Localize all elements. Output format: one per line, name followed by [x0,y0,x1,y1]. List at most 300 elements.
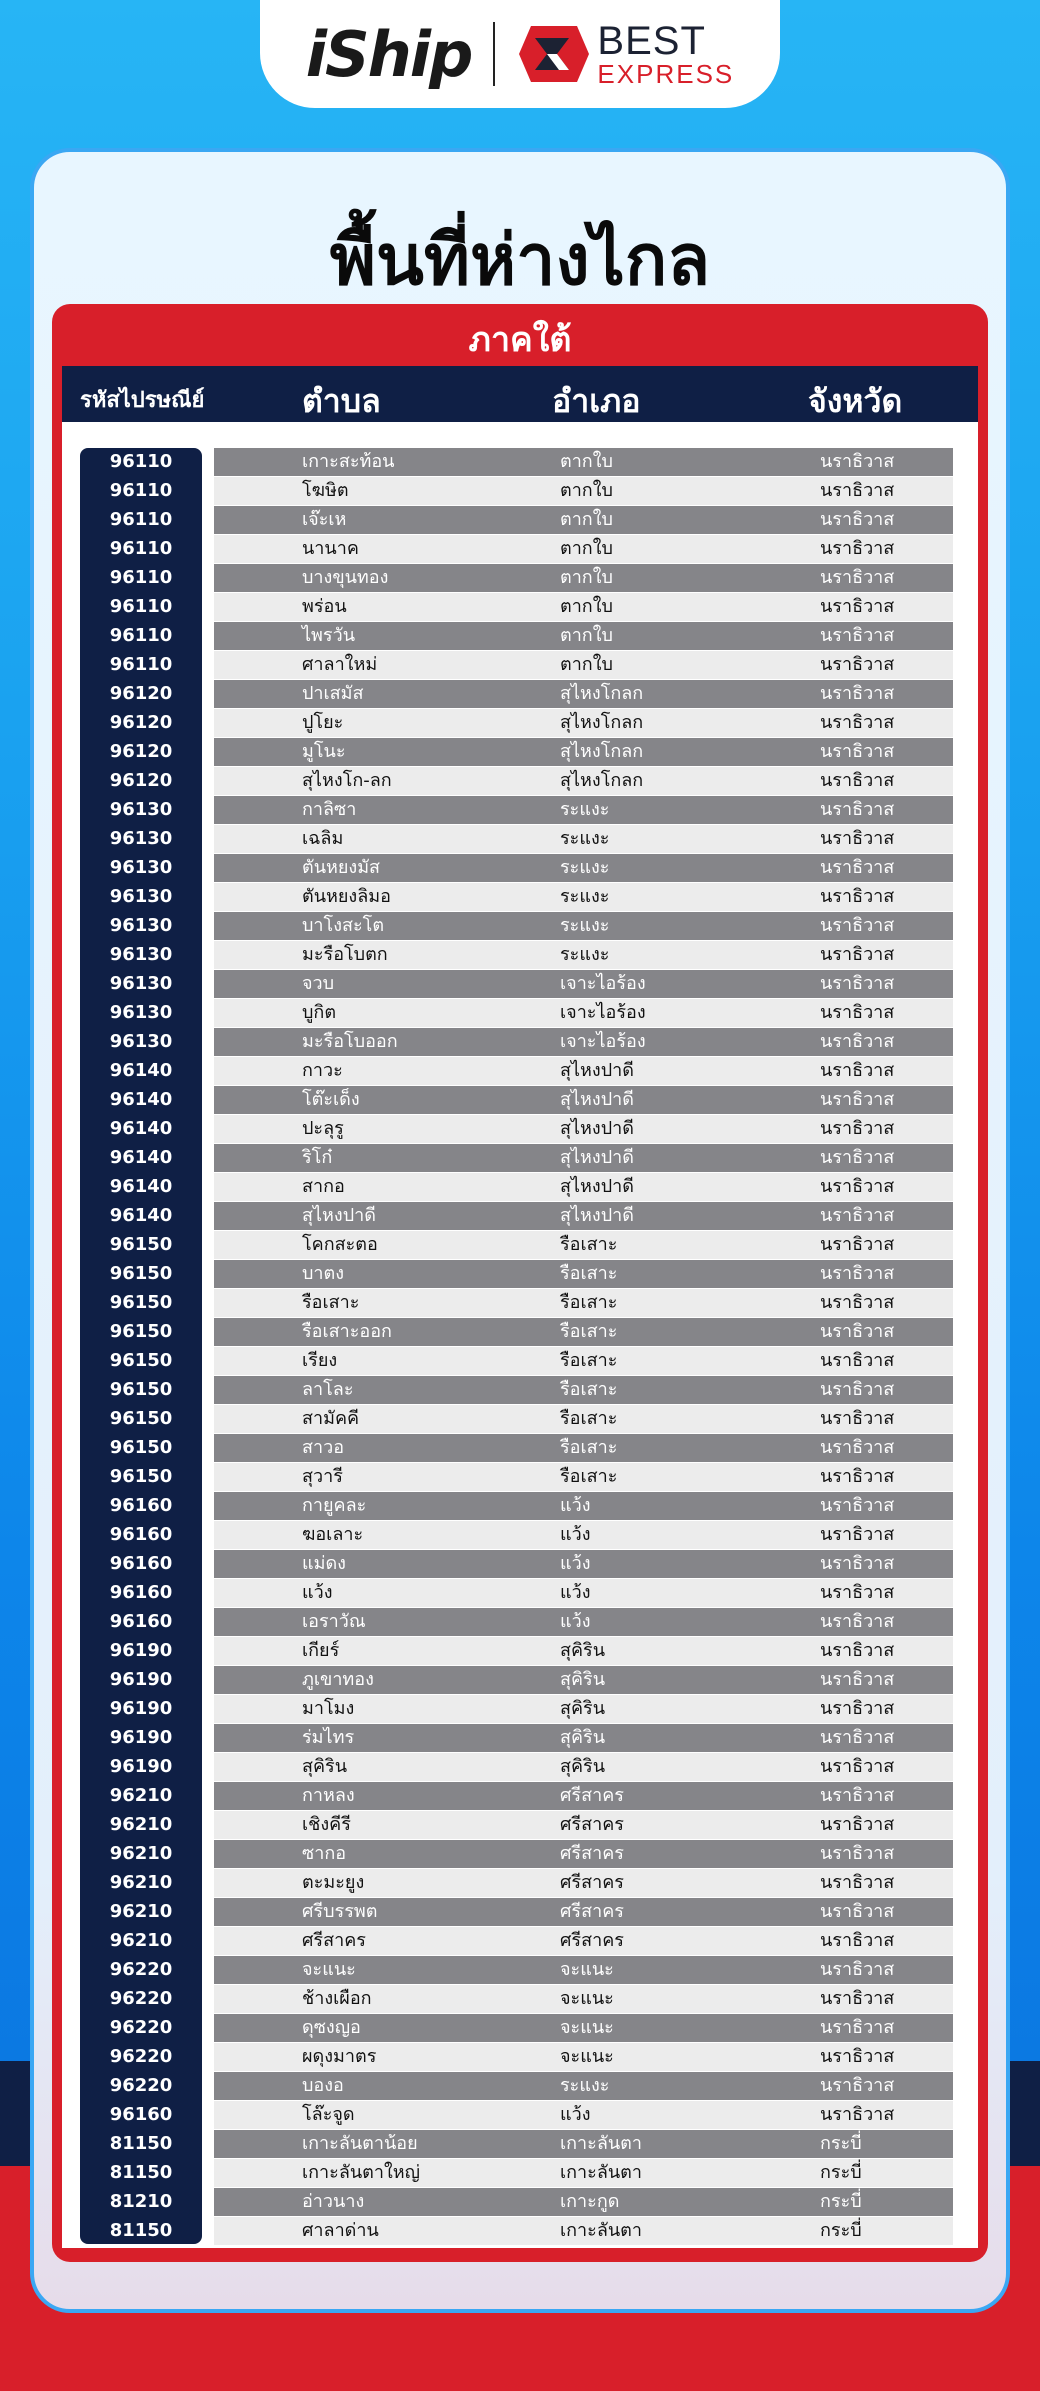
province-cell: นราธิวาส [820,1698,895,1719]
subdistrict-cell: ศรีสาคร [302,1930,366,1951]
district-cell: สุคิริน [560,1756,605,1777]
subdistrict-cell: ลาโละ [302,1379,354,1400]
province-cell: นราธิวาส [820,480,895,501]
postal-code-cell: 96140 [109,1089,173,1110]
district-cell: รือเสาะ [560,1292,618,1313]
district-cell: เจาะไอร้อง [560,1031,646,1052]
table-row [62,1405,978,1434]
table-row [62,1521,978,1550]
district-cell: แว้ง [560,1582,591,1603]
postal-code-cell: 96150 [109,1321,173,1342]
subdistrict-cell: อ่าวนาง [302,2191,365,2212]
district-cell: ตากใบ [560,596,613,617]
province-cell: นราธิวาส [820,509,895,530]
postal-code-cell: 96220 [109,2046,173,2067]
district-cell: เกาะลันตา [560,2220,642,2241]
table-row [62,1956,978,1985]
table-row [62,1927,978,1956]
district-cell: รือเสาะ [560,1263,618,1284]
province-cell: กระบี่ [820,2162,862,2183]
postal-code-cell: 96190 [109,1640,173,1661]
postal-code-cell: 96220 [109,1988,173,2009]
postal-code-cell: 96130 [109,799,173,820]
subdistrict-cell: ศาลาใหม่ [302,654,378,675]
district-cell: สุไหงโกลก [560,741,644,762]
province-cell: นราธิวาส [820,2046,895,2067]
district-cell: จะแนะ [560,1988,614,2009]
district-cell: ตากใบ [560,480,613,501]
postal-code-cell: 96160 [109,1524,173,1545]
subdistrict-cell: เอราวัณ [302,1611,366,1632]
table-row [62,1347,978,1376]
table-row [62,912,978,941]
table-row [62,1811,978,1840]
province-cell: นราธิวาส [820,770,895,791]
province-cell: นราธิวาส [820,1321,895,1342]
postal-code-cell: 96160 [109,1582,173,1603]
postal-code-cell: 96150 [109,1234,173,1255]
subdistrict-cell: รือเสาะ [302,1292,360,1313]
district-cell: ศรีสาคร [560,1930,624,1951]
province-cell: นราธิวาส [820,828,895,849]
table-row [62,883,978,912]
table-row [62,506,978,535]
province-cell: นราธิวาส [820,1901,895,1922]
district-cell: ระแงะ [560,915,610,936]
province-cell: นราธิวาส [820,799,895,820]
postal-code-cell: 96110 [109,654,173,675]
province-cell: นราธิวาส [820,1611,895,1632]
province-cell: นราธิวาส [820,1350,895,1371]
province-cell: นราธิวาส [820,1118,895,1139]
postal-code-cell: 96150 [109,1466,173,1487]
subdistrict-cell: จวบ [302,973,335,994]
postal-code-cell: 96110 [109,625,173,646]
province-cell: นราธิวาส [820,1872,895,1893]
table-row [62,767,978,796]
district-cell: สุคิริน [560,1727,605,1748]
province-cell: นราธิวาส [820,1205,895,1226]
postal-code-cell: 96110 [109,538,173,559]
table-row [62,2014,978,2043]
province-cell: นราธิวาส [820,1060,895,1081]
table-row [62,1028,978,1057]
district-cell: สุไหงปาดี [560,1205,634,1226]
postal-code-cell: 96130 [109,944,173,965]
postal-code-cell: 96110 [109,596,173,617]
subdistrict-cell: รือเสาะออก [302,1321,392,1342]
table-row [62,1985,978,2014]
subdistrict-cell: ศาลาด่าน [302,2220,379,2241]
subdistrict-cell: บางขุนทอง [302,567,389,588]
province-cell: นราธิวาส [820,1437,895,1458]
postal-code-cell: 96140 [109,1205,173,1226]
table-row [62,2159,978,2188]
district-cell: เกาะลันตา [560,2162,642,2183]
district-cell: รือเสาะ [560,1437,618,1458]
table-row [62,1289,978,1318]
district-cell: รือเสาะ [560,1234,618,1255]
subdistrict-cell: เรียง [302,1350,338,1371]
table-row [62,2101,978,2130]
district-cell: ระแงะ [560,857,610,878]
district-cell: เกาะลันตา [560,2133,642,2154]
province-cell: นราธิวาส [820,1089,895,1110]
table-row [62,970,978,999]
district-cell: รือเสาะ [560,1379,618,1400]
subdistrict-cell: เชิงคีรี [302,1814,351,1835]
province-cell: กระบี่ [820,2191,862,2212]
best-express-mark-icon [517,22,591,86]
table-row [62,1695,978,1724]
subdistrict-cell: มะรือโบตก [302,944,388,965]
subdistrict-cell: กาวะ [302,1060,343,1081]
district-cell: ศรีสาคร [560,1843,624,1864]
province-cell: กระบี่ [820,2133,862,2154]
postal-code-cell: 81150 [109,2220,173,2241]
province-cell: นราธิวาส [820,2075,895,2096]
table-row [62,1202,978,1231]
postal-code-cell: 96140 [109,1118,173,1139]
subdistrict-cell: เกียร์ [302,1640,340,1661]
district-cell: จะแนะ [560,1959,614,1980]
subdistrict-cell: ตะมะยูง [302,1872,365,1893]
postal-code-cell: 96120 [109,770,173,791]
province-cell: นราธิวาส [820,1959,895,1980]
subdistrict-cell: ผดุงมาตร [302,2046,377,2067]
postal-code-cell: 96150 [109,1263,173,1284]
postal-code-cell: 81150 [109,2162,173,2183]
table-row [62,2217,978,2246]
subdistrict-cell: ตันหยงลิมอ [302,886,391,907]
province-cell: นราธิวาส [820,2104,895,2125]
postal-code-cell: 96130 [109,857,173,878]
postal-code-cell: 96140 [109,1147,173,1168]
district-cell: ระแงะ [560,2075,610,2096]
table-row [62,1782,978,1811]
table-row [62,1608,978,1637]
district-cell: สุไหงโกลก [560,683,644,704]
table-row [62,1057,978,1086]
table-row [62,1173,978,1202]
postal-code-cell: 96140 [109,1060,173,1081]
district-cell: เจาะไอร้อง [560,1002,646,1023]
subdistrict-cell: สุไหงโก-ลก [302,770,392,791]
postal-code-cell: 96160 [109,1495,173,1516]
table-row [62,2072,978,2101]
district-cell: เกาะกูด [560,2191,620,2212]
province-cell: นราธิวาส [820,1379,895,1400]
province-cell: นราธิวาส [820,654,895,675]
table-row [62,2188,978,2217]
postal-code-cell: 96150 [109,1379,173,1400]
subdistrict-cell: เกาะสะท้อน [302,451,395,472]
subdistrict-cell: บองอ [302,2075,344,2096]
province-cell: นราธิวาส [820,1669,895,1690]
province-cell: นราธิวาส [820,1843,895,1864]
table-row [62,622,978,651]
table-row [62,1260,978,1289]
province-cell: นราธิวาส [820,1147,895,1168]
subdistrict-cell: มะรือโบออก [302,1031,398,1052]
subdistrict-cell: ซากอ [302,1843,347,1864]
subdistrict-cell: ปูโยะ [302,712,344,733]
subdistrict-cell: สุวารี [302,1466,343,1487]
province-cell: นราธิวาส [820,451,895,472]
postal-code-cell: 96210 [109,1930,173,1951]
subdistrict-cell: แว้ง [302,1582,333,1603]
district-cell: ศรีสาคร [560,1872,624,1893]
subdistrict-cell: ปะลุรู [302,1118,344,1139]
postal-code-cell: 96150 [109,1437,173,1458]
subdistrict-cell: กาลิซา [302,799,357,820]
subdistrict-cell: พร่อน [302,596,347,617]
province-cell: นราธิวาส [820,1234,895,1255]
province-cell: นราธิวาส [820,596,895,617]
district-cell: ศรีสาคร [560,1814,624,1835]
district-cell: สุคิริน [560,1669,605,1690]
table-row [62,2130,978,2159]
subdistrict-cell: กาหลง [302,1785,355,1806]
postal-code-cell: 96130 [109,886,173,907]
province-cell: นราธิวาส [820,1553,895,1574]
province-cell: กระบี่ [820,2220,862,2241]
table-body [62,422,978,2248]
district-cell: ตากใบ [560,538,613,559]
subdistrict-cell: ภูเขาทอง [302,1669,374,1690]
province-cell: นราธิวาส [820,1466,895,1487]
table-row [62,1898,978,1927]
postal-code-cell: 96130 [109,828,173,849]
subdistrict-cell: โคกสะตอ [302,1234,378,1255]
postal-code-cell: 96120 [109,683,173,704]
table-row [62,2043,978,2072]
district-cell: แว้ง [560,1611,591,1632]
subdistrict-cell: มาโมง [302,1698,355,1719]
subdistrict-cell: มูโนะ [302,741,346,762]
district-cell: จะแนะ [560,2017,614,2038]
province-cell: นราธิวาส [820,1524,895,1545]
table-row [62,738,978,767]
province-cell: นราธิวาส [820,712,895,733]
table-row [62,825,978,854]
subdistrict-cell: โล๊ะจูด [302,2104,355,2125]
district-cell: สุไหงโกลก [560,770,644,791]
district-cell: รือเสาะ [560,1350,618,1371]
table-row [62,448,978,477]
header-province: จังหวัด [808,382,903,420]
postal-code-cell: 96220 [109,2075,173,2096]
province-cell: นราธิวาส [820,625,895,646]
district-cell: สุไหงปาดี [560,1176,634,1197]
subdistrict-cell: เจ๊ะเห [302,509,347,530]
district-cell: สุไหงปาดี [560,1060,634,1081]
best-express-logo [517,21,734,87]
district-cell: ตากใบ [560,567,613,588]
province-cell: นราธิวาส [820,2017,895,2038]
province-cell: นราธิวาส [820,1785,895,1806]
province-cell: นราธิวาส [820,1176,895,1197]
table-row [62,1637,978,1666]
table-row [62,477,978,506]
table-row [62,1115,978,1144]
postal-code-cell: 96150 [109,1408,173,1429]
postal-code-cell: 96150 [109,1350,173,1371]
page-title: พื้นที่ห่างไกล [329,219,711,301]
district-cell: สุไหงปาดี [560,1147,634,1168]
postal-code-cell: 96190 [109,1698,173,1719]
district-cell: จะแนะ [560,2046,614,2067]
table-row [62,854,978,883]
subdistrict-cell: กายูคละ [302,1495,367,1516]
province-cell: นราธิวาส [820,1930,895,1951]
province-cell: นราธิวาส [820,857,895,878]
table-row [62,941,978,970]
table-row [62,1376,978,1405]
subdistrict-cell: เกาะลันตาน้อย [302,2133,418,2154]
subdistrict-cell: สามัคคี [302,1408,360,1429]
postal-code-cell: 96210 [109,1814,173,1835]
postal-code-cell: 96210 [109,1901,173,1922]
table-row [62,535,978,564]
postal-code-cell: 96220 [109,1959,173,1980]
province-cell: นราธิวาส [820,973,895,994]
postal-code-cell: 96130 [109,1002,173,1023]
province-cell: นราธิวาส [820,1582,895,1603]
district-cell: ศรีสาคร [560,1785,624,1806]
table-row [62,1724,978,1753]
header-postal: รหัสไปรษณีย์ [80,388,205,413]
table-row [62,1840,978,1869]
postal-code-cell: 96140 [109,1176,173,1197]
subdistrict-cell: เกาะลันตาใหญ่ [302,2162,420,2183]
subdistrict-cell: บาโงสะโต [302,915,385,936]
table-row [62,1318,978,1347]
district-cell: รือเสาะ [560,1408,618,1429]
province-cell: นราธิวาส [820,538,895,559]
postal-code-cell: 96210 [109,1785,173,1806]
region-title: ภาคใต้ [468,320,572,360]
subdistrict-cell: ริโก๋ [302,1147,333,1168]
table-row [62,1434,978,1463]
subdistrict-cell: นานาค [302,538,359,559]
header-district: อำเภอ [552,382,641,420]
subdistrict-cell: ตันหยงมัส [302,857,381,878]
province-cell: นราธิวาส [820,1292,895,1313]
district-cell: สุไหงปาดี [560,1089,634,1110]
subdistrict-cell: ปาเสมัส [302,683,364,704]
district-cell: เจาะไอร้อง [560,973,646,994]
postal-code-cell: 96120 [109,741,173,762]
table-row [62,1869,978,1898]
postal-code-cell: 96190 [109,1756,173,1777]
postal-code-cell: 96130 [109,1031,173,1052]
district-cell: ตากใบ [560,509,613,530]
province-cell: นราธิวาส [820,1263,895,1284]
postal-code-cell: 96160 [109,1611,173,1632]
table-row [62,680,978,709]
postal-code-cell: 96110 [109,480,173,501]
district-cell: แว้ง [560,1495,591,1516]
district-cell: ระแงะ [560,944,610,965]
postal-code-cell: 96210 [109,1872,173,1893]
province-cell: นราธิวาส [820,1727,895,1748]
postal-code-cell: 96150 [109,1292,173,1313]
table-row [62,1492,978,1521]
table-row [62,1144,978,1173]
province-cell: นราธิวาส [820,1640,895,1661]
province-cell: นราธิวาส [820,1988,895,2009]
province-cell: นราธิวาส [820,1756,895,1777]
postal-code-cell: 96120 [109,712,173,733]
subdistrict-cell: แม่ดง [302,1553,346,1574]
subdistrict-cell: ดุซงญอ [302,2017,361,2038]
table-row [62,1086,978,1115]
table-row [62,1231,978,1260]
province-cell: นราธิวาส [820,683,895,704]
subdistrict-cell: สากอ [302,1176,345,1197]
district-cell: ศรีสาคร [560,1901,624,1922]
subdistrict-cell: ศรีบรรพต [302,1901,378,1922]
header-subdistrict: ตำบล [302,382,381,420]
postal-code-cell: 96220 [109,2017,173,2038]
district-cell: ตากใบ [560,451,613,472]
district-cell: แว้ง [560,1524,591,1545]
province-cell: นราธิวาส [820,915,895,936]
subdistrict-cell: สุไหงปาดี [302,1205,376,1226]
district-cell: สุคิริน [560,1698,605,1719]
subdistrict-cell: โฆษิต [302,480,349,501]
province-cell: นราธิวาส [820,741,895,762]
table-row [62,651,978,680]
region-panel [52,304,988,2262]
subdistrict-cell: ช้างเผือก [302,1988,372,2009]
district-cell: สุคิริน [560,1640,605,1661]
district-cell: สุไหงปาดี [560,1118,634,1139]
district-cell: รือเสาะ [560,1466,618,1487]
logo-header [260,0,780,108]
province-cell: นราธิวาส [820,1408,895,1429]
subdistrict-cell: จะแนะ [302,1959,356,1980]
subdistrict-cell: เฉลิม [302,828,344,849]
district-cell: ตากใบ [560,654,613,675]
iship-logo: iShip [305,17,472,91]
province-cell: นราธิวาส [820,567,895,588]
postal-code-cell: 96130 [109,915,173,936]
subdistrict-cell: ร่มไทร [302,1727,355,1748]
postal-code-cell: 96110 [109,509,173,530]
postal-code-cell: 96110 [109,567,173,588]
subdistrict-cell: บาตง [302,1263,345,1284]
table-row [62,1753,978,1782]
district-cell: ตากใบ [560,625,613,646]
table-row [62,999,978,1028]
table-row [62,1579,978,1608]
best-logo-line2: EXPRESS [597,59,735,89]
province-cell: นราธิวาส [820,944,895,965]
province-cell: นราธิวาส [820,1495,895,1516]
postal-code-cell: 96160 [109,1553,173,1574]
content-card [30,148,1010,2313]
district-cell: ระแงะ [560,799,610,820]
province-cell: นราธิวาส [820,1031,895,1052]
postal-code-cell: 96110 [109,451,173,472]
table-row [62,709,978,738]
logo-divider [493,22,495,86]
district-cell: แว้ง [560,2104,591,2125]
table-row [62,593,978,622]
postal-code-cell: 81150 [109,2133,173,2154]
